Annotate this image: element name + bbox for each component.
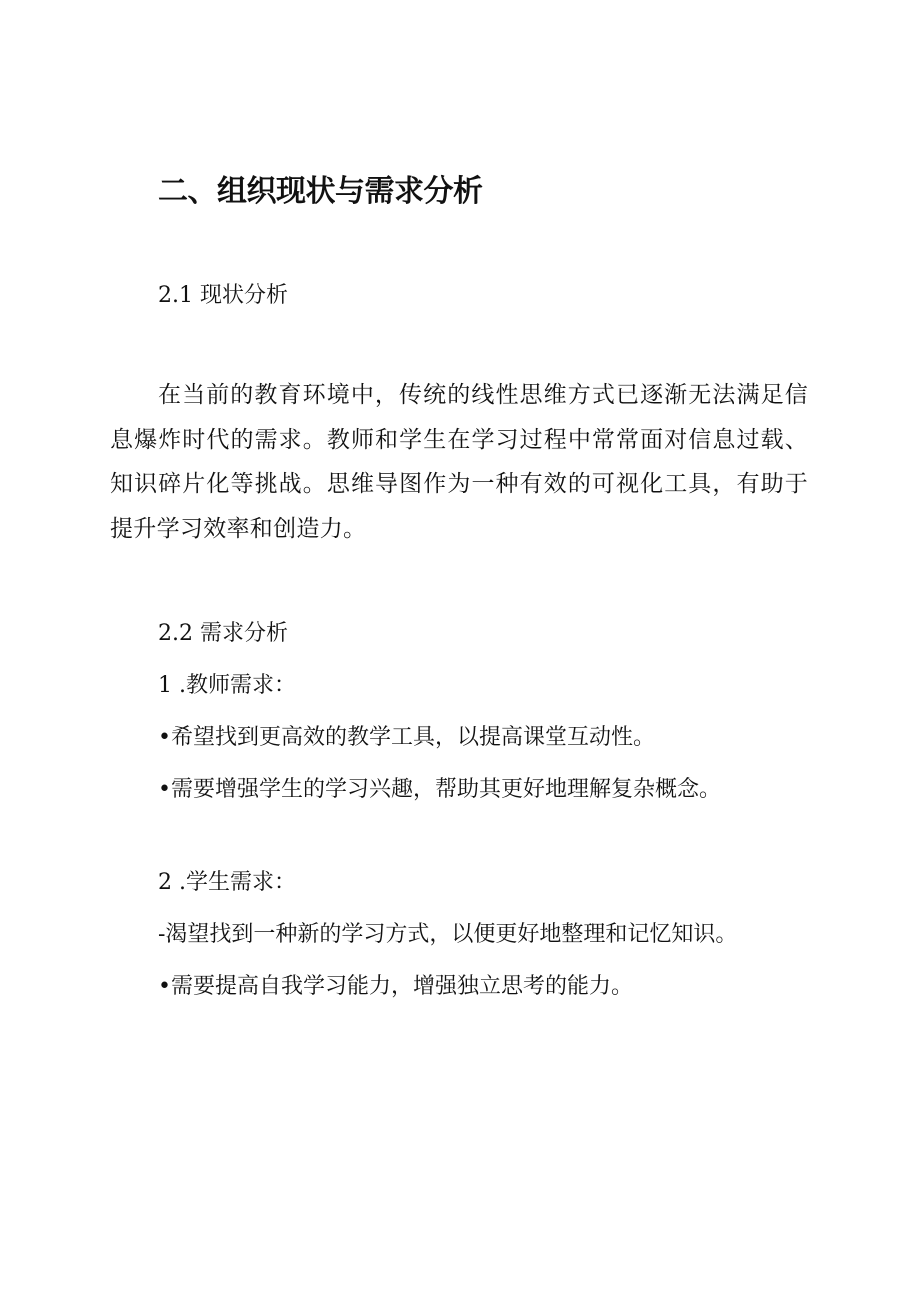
student-need-item: -渴望找到一种新的学习方式，以便更好地整理和记忆知识。 — [158, 922, 738, 947]
student-needs-label: 2 .学生需求： — [158, 870, 296, 895]
student-need-item: •需要提高自我学习能力，增强独立思考的能力。 — [158, 974, 633, 999]
section-title: 二、组织现状与需求分析 — [158, 174, 483, 209]
subsection-heading-needs: 2.2 需求分析 — [158, 621, 288, 646]
status-paragraph: 在当前的教育环境中，传统的线性思维方式已逐渐无法满足信息爆炸时代的需求。教师和学生在学习过程中常常面对信息过载、知识碎片化等挑战。思维导图作为一种有效的可视化工具，有助于提升学习效率和创造力。 — [110, 382, 808, 542]
teacher-needs-label: 1 .教师需求： — [158, 673, 296, 698]
subsection-heading-status: 2.1 现状分析 — [158, 283, 288, 308]
teacher-need-item: •需要增强学生的学习兴趣，帮助其更好地理解复杂概念。 — [158, 777, 721, 802]
teacher-need-item: •希望找到更高效的教学工具，以提高课堂互动性。 — [158, 725, 655, 750]
